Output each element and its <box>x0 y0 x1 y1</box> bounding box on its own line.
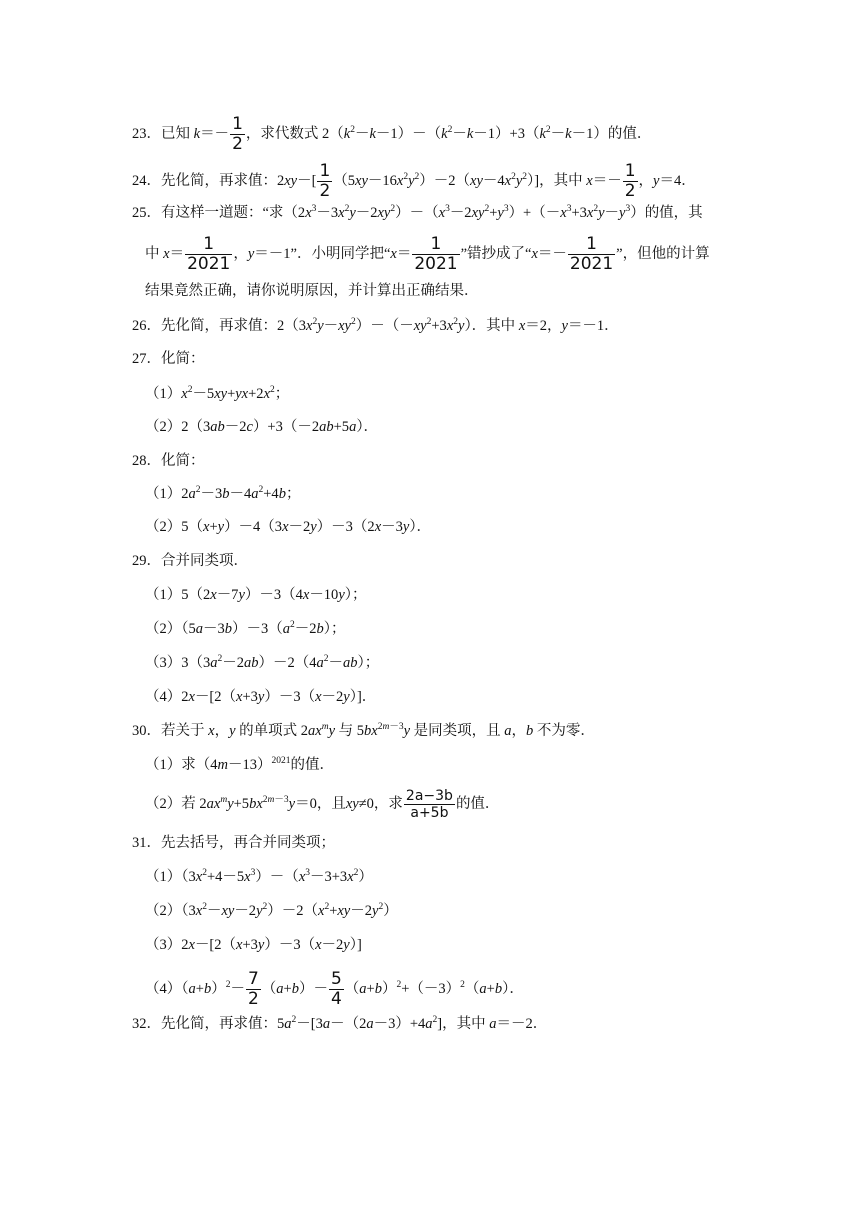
problem-text: ”，但他的计算 <box>616 245 710 262</box>
problem-31-4: $(4)(a+b)^2-$ $\frac{7}{2}$ （a+b）－ $\frac{5}{4}$ $(a+b)^2+(-3)^2(a+b)$． <box>145 969 524 1009</box>
problem-25-line2: 中 x＝ $\frac{1}{2021}$ ，y＝－1”．小明同学把“x＝ $\frac{1}{2021}$ ”错抄成了“x＝－ $\frac{1}{2021}$ ”，但他的计算 <box>145 234 710 274</box>
problem-text: 的值，其 <box>644 205 703 221</box>
problem-32: 32．先化简，再求值：$5a^2-[3a-(2a-3)+4a^2]$，其中 a＝－2． <box>132 1015 548 1032</box>
problem-number: 24． <box>132 172 161 189</box>
problem-text: 先化简，再求值： <box>161 172 277 189</box>
problem-text: 先化简，再求值： <box>161 318 277 334</box>
problem-27-1: $(1)x^2-5xy+yx+2x^2$； <box>145 385 290 402</box>
problem-28-1: $(1)2a^2-3b-4a^2+4b$； <box>145 485 301 502</box>
problem-24: 24．先化简，再求值：2xy－[ $\frac{1}{2}$ $(5xy-16x^2y^2)-2(xy-4x^2y^2)$]，其中 x＝－ $\frac{1}{2}$ ，y＝4． <box>132 161 696 201</box>
problem-number: 28． <box>132 453 161 469</box>
problem-28-2: （2）5（x+y）－4（3x－2y）－3（2x－3y）． <box>145 519 432 535</box>
problem-number: 25． <box>132 205 161 221</box>
problem-27-2: （2）2（3ab－2c）+3（－2ab+5a）． <box>145 419 379 435</box>
problem-number: 26． <box>132 318 161 334</box>
problem-text: 已知 <box>161 125 190 142</box>
problem-number: 23． <box>132 125 161 142</box>
problem-26: 26．先化简，再求值：$2(3x^2y-xy^2)-(-xy^2+3x^2y)$．其中 x＝2，y＝－1． <box>132 317 619 334</box>
problem-text: 化简： <box>161 351 205 367</box>
fraction: $\frac{1}{2021}$ <box>569 234 614 274</box>
problem-31 <box>132 834 335 852</box>
problem-30: 30．若关于 x，y 的单项式 $2ax^my$ 与 $5bx^{2m-3}y$ 是同类项，且 a，b 不为零． <box>132 722 595 739</box>
problem-text: ，其中 <box>539 172 583 189</box>
problem-text: 有这样一道题：“求（2 <box>161 205 306 221</box>
problem-31-2: $(2)(3x^2-xy-2y^2)-2(x^2+xy-2y^2)$ <box>145 902 398 919</box>
problem-31-1: $(1)(3x^2+4-5x^3)-(x^3-3+3x^2)$ <box>145 868 373 885</box>
fraction: $\frac{1}{2}$ <box>624 161 636 201</box>
problem-30-1: （1）求$(4m-13)^{2021}$的值． <box>145 756 334 773</box>
problem-text: 不为零． <box>536 723 595 739</box>
fraction: $\frac{7}{2}$ <box>247 969 259 1009</box>
problem-text: ”错抄成了“ <box>460 245 532 262</box>
problem-29-2: $(2)(5a-3b)-3(a^2-2b)$； <box>145 620 346 637</box>
fraction: $\frac{1}{2}$ <box>319 161 331 201</box>
problem-text: 先化简，再求值： <box>161 1016 277 1032</box>
problem-text: 化简： <box>161 453 205 469</box>
problem-29-1: （1）5（2x－7y）－3（4x－10y）； <box>145 587 367 603</box>
problem-text: 结果竟然正确，请你说明原因，并计算出正确结果． <box>145 283 479 299</box>
problem-text: 是同类项，且 <box>413 723 501 739</box>
fraction: $\frac{1}{2021}$ <box>414 234 458 274</box>
fraction: $\frac{5}{4}$ <box>330 969 342 1009</box>
problem-text: ”．小明同学把“ <box>290 245 391 262</box>
problem-text: 中 <box>145 245 160 262</box>
problem-text: 合并同类项． <box>161 553 248 569</box>
problem-number: 30． <box>132 723 161 739</box>
problem-29-4: （4）2x－[2（x+3y）－3（x－2y）]． <box>145 689 377 705</box>
problem-text: 若关于 <box>161 723 205 739</box>
fraction: $\frac{1}{2}$ <box>232 114 243 154</box>
problem-25-line1: 25．有这样一道题：“求$(2x^3-3x^2y-2xy^2)-(x^3-2xy^2+y^3)+(-x^3+3x^2y-y^3)$的值，其 <box>132 204 703 221</box>
problem-23: 23．已知 k＝－ $\frac{1}{2}$ ，求代数式 $2(k^2-k-1)-(k^2-k-1)+3(k^2-k-1)$的值． <box>132 114 652 154</box>
problem-number: 29． <box>132 553 161 569</box>
problem-text: 与 <box>338 723 354 739</box>
problem-25-line3 <box>145 282 479 300</box>
problem-31-3: （3）2x－[2（x+3y）－3（x－2y）] <box>145 937 362 953</box>
problem-number: 32． <box>132 1016 161 1032</box>
problem-number: 27． <box>132 351 161 367</box>
fraction: $\frac{2a-3b}{a+5b}$ <box>405 788 453 821</box>
problem-29-3: $(3)3(3a^2-2ab)-2(4a^2-ab)$； <box>145 654 380 671</box>
problem-text: ）的值． <box>593 125 652 142</box>
problem-text: 的单项式 <box>239 723 298 739</box>
problem-28 <box>132 452 205 470</box>
problem-30-2: （2）若 $2ax^my+5bx^{2m-3}y=0$，且xy≠0，求 $\frac{2a-3b}{a+5b}$ 的值． <box>145 788 500 821</box>
problem-text: 先去括号，再合并同类项； <box>161 835 335 851</box>
problem-29 <box>132 552 248 570</box>
problem-number: 31． <box>132 835 161 851</box>
problem-text: ，求代数式 2（ <box>245 125 344 142</box>
problem-27 <box>132 350 205 368</box>
fraction: $\frac{1}{2021}$ <box>187 234 231 274</box>
